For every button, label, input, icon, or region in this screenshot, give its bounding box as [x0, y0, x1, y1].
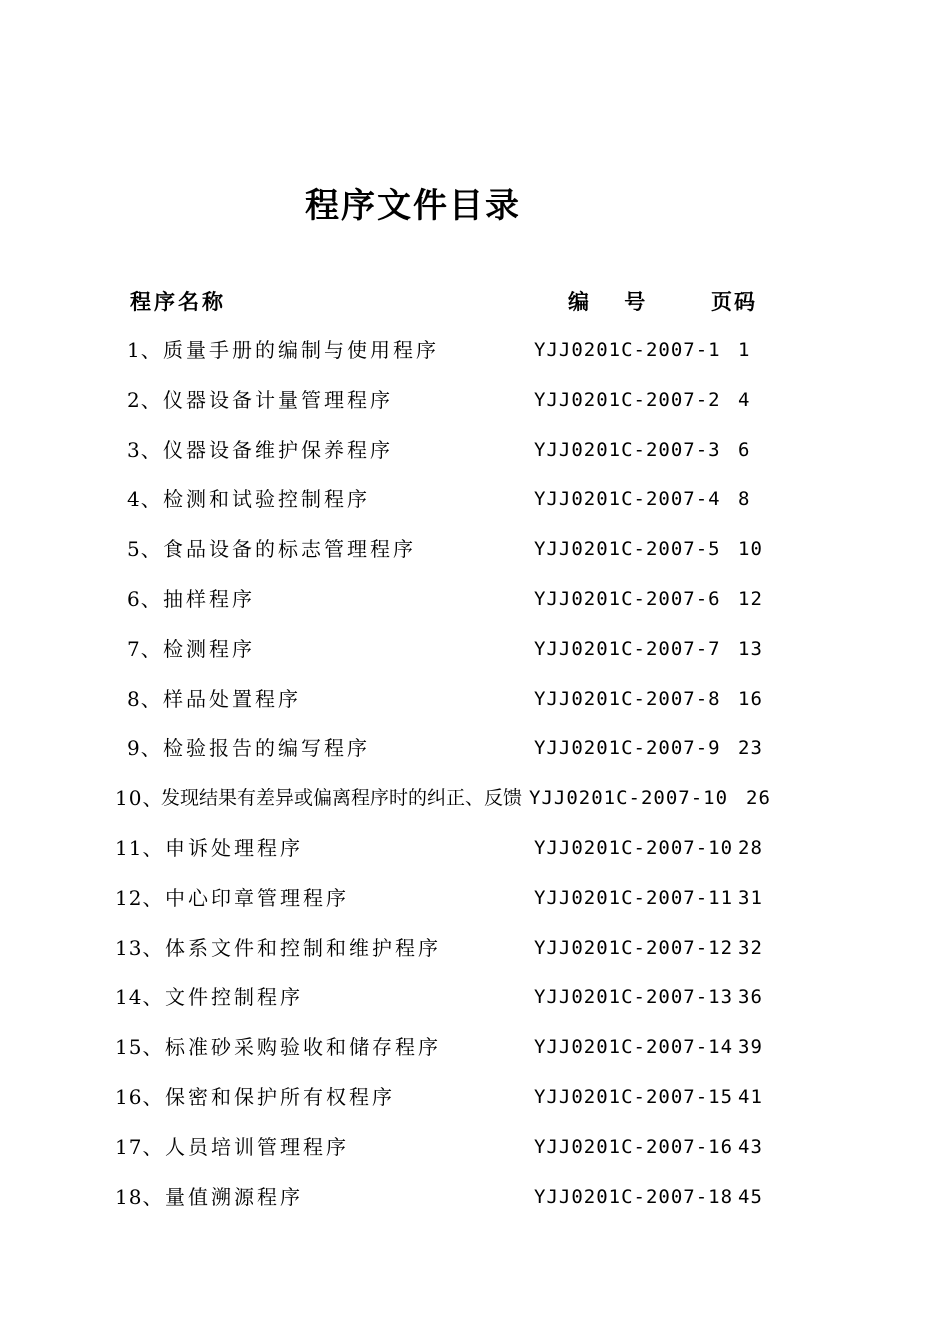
entry-code: YJJ0201C-2007-2 [534, 388, 721, 411]
entry-name: 文件控制程序 [165, 985, 303, 1010]
entry-page: 31 [738, 886, 763, 909]
entry-number: 17、 [115, 1134, 164, 1159]
header-page: 页码 [711, 290, 757, 314]
toc-entry [0, 732, 950, 782]
toc-entry [0, 1081, 950, 1131]
entry-page: 43 [738, 1135, 763, 1158]
entry-number: 16、 [115, 1084, 164, 1109]
entry-number: 6、 [127, 586, 162, 611]
entry-page: 23 [738, 737, 763, 760]
entry-page: 39 [738, 1036, 763, 1059]
entry-code: YJJ0201C-2007-8 [534, 687, 721, 710]
entry-page: 12 [738, 587, 763, 610]
toc-entry [0, 434, 950, 484]
entry-name: 样品处置程序 [163, 686, 301, 711]
entry-name: 抽样程序 [163, 586, 255, 611]
entry-name: 检测和试验控制程序 [163, 487, 370, 512]
entry-code: YJJ0201C-2007-15 [534, 1085, 734, 1108]
entry-number: 13、 [115, 935, 164, 960]
entry-code: YJJ0201C-2007-18 [534, 1185, 734, 1208]
entry-number: 11、 [115, 835, 164, 860]
entry-number: 4、 [127, 487, 162, 512]
entry-number: 15、 [115, 1035, 164, 1060]
toc-header [0, 286, 950, 316]
entry-page: 41 [738, 1085, 763, 1108]
entry-name: 中心印章管理程序 [165, 885, 349, 910]
entry-number: 2、 [127, 387, 162, 412]
toc-entry [0, 981, 950, 1031]
entry-code: YJJ0201C-2007-1 [534, 339, 721, 361]
entry-code: YJJ0201C-2007-16 [534, 1135, 734, 1158]
entry-number: 10、 [115, 786, 164, 811]
page-title: 程序文件目录 [305, 186, 521, 226]
entry-name: 体系文件和控制和维护程序 [165, 935, 441, 960]
entry-name: 量值溯源程序 [165, 1184, 303, 1209]
entry-page: 1 [738, 339, 751, 361]
toc-entry [0, 683, 950, 733]
toc-entry [0, 334, 950, 384]
entry-number: 14、 [115, 985, 164, 1010]
entry-name: 食品设备的标志管理程序 [163, 537, 416, 562]
entry-number: 7、 [127, 636, 162, 661]
toc-entry [0, 1181, 950, 1231]
entry-code: YJJ0201C-2007-7 [534, 637, 721, 660]
entry-page: 8 [738, 488, 751, 511]
entry-page: 16 [738, 687, 763, 710]
entry-page: 10 [738, 538, 763, 561]
toc-entry [0, 1031, 950, 1081]
entry-code: YJJ0201C-2007-13 [534, 986, 734, 1009]
entry-page: 45 [738, 1185, 763, 1208]
entry-name: 检测程序 [163, 636, 255, 661]
entry-page: 32 [738, 936, 763, 959]
toc-entry [0, 583, 950, 633]
toc-entry [0, 384, 950, 434]
toc-list [0, 334, 950, 1230]
entry-code: YJJ0201C-2007-5 [534, 538, 721, 561]
entry-code: YJJ0201C-2007-9 [534, 737, 721, 760]
entry-page: 4 [738, 388, 751, 411]
entry-number: 8、 [127, 686, 162, 711]
header-code: 编 号 [568, 290, 646, 314]
entry-number: 9、 [127, 736, 162, 761]
entry-name: 人员培训管理程序 [165, 1134, 349, 1159]
entry-code: YJJ0201C-2007-4 [534, 488, 721, 511]
entry-code: YJJ0201C-2007-14 [534, 1036, 734, 1059]
entry-name: 仪器设备计量管理程序 [163, 387, 393, 412]
entry-number: 12、 [115, 885, 164, 910]
header-name: 程序名称 [130, 290, 226, 314]
toc-entry [0, 882, 950, 932]
toc-entry [0, 932, 950, 982]
entry-number: 3、 [127, 437, 162, 462]
toc-entry [0, 533, 950, 583]
entry-number: 5、 [127, 537, 162, 562]
entry-code: YJJ0201C-2007-11 [534, 886, 734, 909]
entry-name: 仪器设备维护保养程序 [163, 437, 393, 462]
toc-entry [0, 633, 950, 683]
entry-code: YJJ0201C-2007-10 [534, 836, 734, 859]
toc-entry [0, 832, 950, 882]
entry-name: 保密和保护所有权程序 [165, 1084, 395, 1109]
entry-name: 发现结果有差异或偏离程序时的纠正、反馈 [161, 787, 523, 810]
entry-name: 检验报告的编写程序 [163, 736, 370, 761]
entry-page: 6 [738, 438, 751, 461]
entry-page: 28 [738, 836, 763, 859]
entry-page: 36 [738, 986, 763, 1009]
entry-name: 申诉处理程序 [165, 835, 303, 860]
entry-name: 质量手册的编制与使用程序 [163, 338, 439, 362]
entry-code: YJJ0201C-2007-12 [534, 936, 734, 959]
toc-entry [0, 1131, 950, 1181]
entry-code: YJJ0201C-2007-3 [534, 438, 721, 461]
entry-page: 26 [746, 787, 771, 810]
entry-code: YJJ0201C-2007-6 [534, 587, 721, 610]
toc-entry [0, 483, 950, 533]
entry-code: YJJ0201C-2007-10 [529, 787, 729, 810]
entry-number: 1、 [127, 338, 162, 362]
entry-page: 13 [738, 637, 763, 660]
entry-number: 18、 [115, 1184, 164, 1209]
toc-entry [0, 782, 950, 832]
entry-name: 标准砂采购验收和储存程序 [165, 1035, 441, 1060]
